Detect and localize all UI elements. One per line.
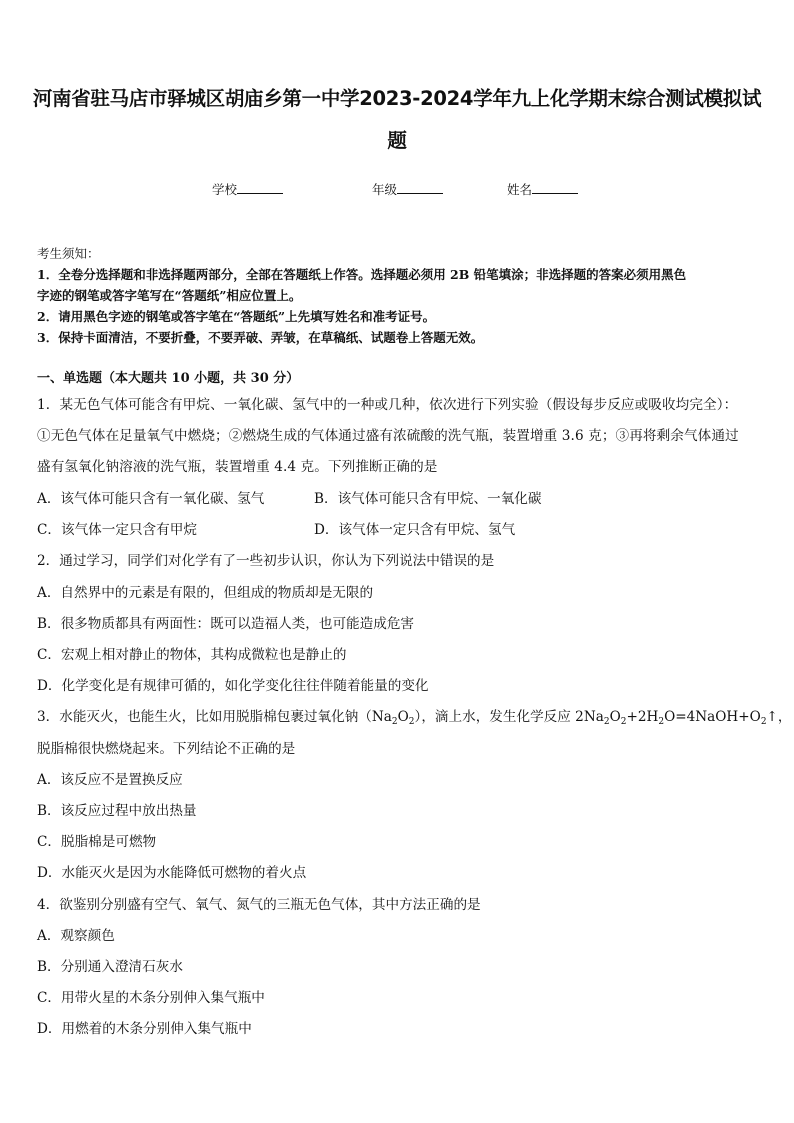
question-2: 2．通过学习，同学们对化学有了一些初步认识，你认为下列说法中错误的是 xyxy=(37,553,495,569)
section-heading: 一、单选题（本大题共 10 小题，共 30 分） xyxy=(37,371,300,386)
school-field xyxy=(212,180,283,198)
question-1-line3: 盛有氢氧化钠溶液的洗气瓶，装置增重 4.4 克。下列推断正确的是 xyxy=(37,459,438,475)
grade-blank xyxy=(397,181,443,194)
exam-title-line2: 题 xyxy=(387,129,407,152)
q3-text-c: O xyxy=(609,709,621,725)
q3-text-d: +2H xyxy=(626,709,659,725)
name-field xyxy=(507,180,578,198)
notice-item-3: 3．保持卡面清洁，不要折叠，不要弄破、弄皱，在草稿纸、试题卷上答题无效。 xyxy=(37,330,484,345)
q3-text-e: O=4NaOH+O xyxy=(664,709,761,725)
q4-option-c: C．用带火星的木条分别伸入集气瓶中 xyxy=(37,990,265,1006)
q4-option-b: B．分别通入澄清石灰水 xyxy=(37,959,183,975)
question-1 xyxy=(37,390,761,483)
q3-sub-o2: 2 xyxy=(620,717,627,727)
school-label: 学校 xyxy=(212,182,238,197)
grade-label: 年级 xyxy=(372,182,398,197)
name-label: 姓名 xyxy=(507,182,533,197)
exam-title-line1: 河南省驻马店市驿城区胡庙乡第一中学2023-2024学年九上化学期末综合测试模拟试 xyxy=(32,87,762,110)
q3-sub-na: 2 xyxy=(391,717,398,727)
q3-sub-h2: 2 xyxy=(658,717,665,727)
q1-option-c: C．该气体一定只含有甲烷 xyxy=(37,522,197,538)
q2-option-c: C．宏观上相对静止的物体，其构成微粒也是静止的 xyxy=(37,647,347,663)
q3-text-o: O xyxy=(397,709,409,725)
q3-sub-o3: 2 xyxy=(760,717,767,727)
q3-option-c: C．脱脂棉是可燃物 xyxy=(37,834,157,850)
q3-option-a: A．该反应不是置换反应 xyxy=(37,772,183,788)
q3-text-a: 3．水能灭火，也能生火，比如用脱脂棉包裹过氧化钠（Na xyxy=(37,709,392,725)
name-blank xyxy=(532,181,578,194)
q4-option-d: D．用燃着的木条分别伸入集气瓶中 xyxy=(37,1021,252,1037)
q4-option-a: A．观察颜色 xyxy=(37,928,115,944)
q3-sub-o: 2 xyxy=(408,717,415,727)
notice-block xyxy=(37,243,759,348)
notice-item-1a: 1．全卷分选择题和非选择题两部分，全部在答题纸上作答。选择题必须用 2B 铅笔填涂；非选择题的答案必须用黑色 xyxy=(37,267,687,282)
notice-item-2: 2．请用黑色字迹的钢笔或答字笔在“答题纸”上先填写姓名和准考证号。 xyxy=(37,309,436,324)
q3-text-f: ↑， xyxy=(766,709,792,725)
question-3-line1 xyxy=(37,705,792,727)
q2-option-b: B．很多物质都具有两面性：既可以造福人类，也可能造成危害 xyxy=(37,616,415,632)
q3-sub-na2: 2 xyxy=(603,717,610,727)
q3-option-b: B．该反应过程中放出热量 xyxy=(37,803,197,819)
grade-field xyxy=(372,180,443,198)
q3-text-b: ），滴上水，发生化学反应 2Na xyxy=(414,709,604,725)
q3-option-d: D．水能灭火是因为水能降低可燃物的着火点 xyxy=(37,865,307,881)
student-info-fields xyxy=(0,180,794,200)
notice-heading: 考生须知： xyxy=(37,246,100,261)
school-blank xyxy=(237,181,283,194)
q2-option-d: D．化学变化是有规律可循的，如化学变化往往伴随着能量的变化 xyxy=(37,678,429,694)
question-1-line1: 1．某无色气体可能含有甲烷、一氧化碳、氢气中的一种或几种，依次进行下列实验（假设每步反应或吸收均完全）： xyxy=(37,397,738,413)
question-3-line2: 脱脂棉很快燃烧起来。下列结论不正确的是 xyxy=(37,741,296,757)
q1-option-d: D．该气体一定只含有甲烷、氢气 xyxy=(314,522,516,538)
question-4: 4．欲鉴别分别盛有空气、氧气、氮气的三瓶无色气体，其中方法正确的是 xyxy=(37,897,481,913)
question-1-line2: ①无色气体在足量氧气中燃烧；②燃烧生成的气体通过盛有浓硫酸的洗气瓶，装置增重 3.6 克；③再将剩余气体通过 xyxy=(37,428,739,444)
q1-option-a: A．该气体可能只含有一氧化碳、氢气 xyxy=(37,491,265,507)
notice-item-1b: 字迹的钢笔或答字笔写在“答题纸”相应位置上。 xyxy=(37,288,302,303)
q1-option-b: B．该气体可能只含有甲烷、一氧化碳 xyxy=(314,491,542,507)
q2-option-a: A．自然界中的元素是有限的，但组成的物质却是无限的 xyxy=(37,585,374,601)
